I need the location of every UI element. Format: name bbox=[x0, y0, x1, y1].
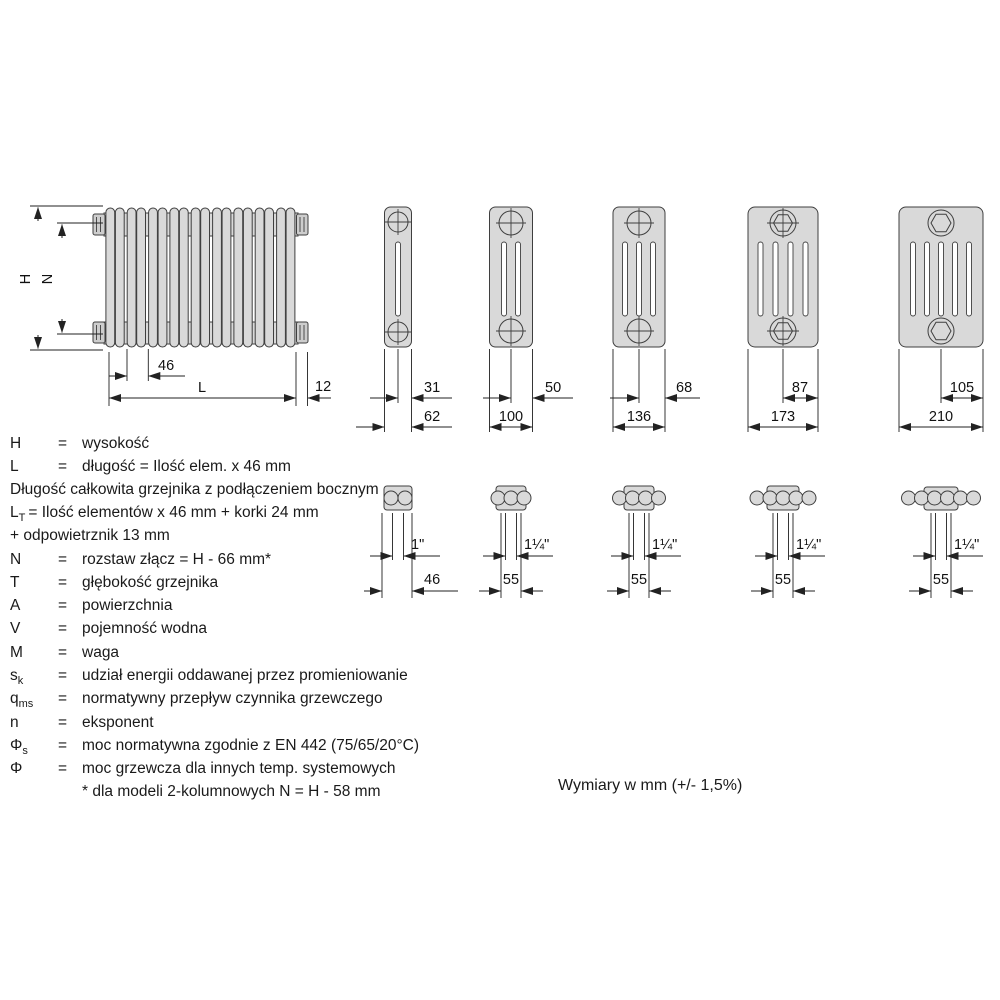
legend-row-LT bbox=[10, 502, 319, 525]
legend-row-N: N = rozstaw złącz = H - 66 mm* bbox=[10, 549, 271, 572]
top-view-4-column bbox=[607, 486, 681, 598]
dim-label-connection: 1¼" bbox=[796, 537, 822, 553]
legend-symbol: $L_T$ bbox=[10, 504, 26, 525]
length-dimensions bbox=[109, 349, 331, 406]
front-view-radiator bbox=[18, 206, 331, 406]
legend-row-phi: Φ = moc grzewcza dla innych temp. systemowych bbox=[10, 758, 396, 781]
radiator-elements bbox=[106, 208, 295, 347]
legend-symbol: N bbox=[10, 551, 22, 568]
legend-desc: * dla modeli 2-kolumnowych N = H - 58 mm bbox=[82, 783, 381, 800]
dim-label-depth: 136 bbox=[626, 409, 652, 425]
dim-label-half-depth: 31 bbox=[424, 380, 441, 396]
legend-row-V: V = pojemność wodna bbox=[10, 618, 207, 641]
legend-row-footnote bbox=[82, 781, 380, 804]
legend-symbol: H bbox=[10, 435, 22, 452]
legend-desc: rozstaw złącz = H - 66 mm* bbox=[82, 551, 272, 568]
dim-label-pitch: 55 bbox=[630, 572, 648, 588]
legend-row-T: T = głębokość grzejnika bbox=[10, 572, 218, 595]
legend-desc: = Ilość elementów x 46 mm + korki 24 mm bbox=[28, 504, 319, 521]
legend-symbol: T bbox=[10, 574, 20, 591]
dim-label-pitch: 55 bbox=[502, 572, 520, 588]
dim-label-half-depth: 105 bbox=[949, 380, 975, 396]
cross-section-3-column bbox=[483, 207, 573, 432]
legend-row-A: A = powierzchnia bbox=[10, 595, 172, 618]
dim-label-depth: 100 bbox=[498, 409, 524, 425]
legend-desc: moc normatywna zgodnie z EN 442 (75/65/20°C) bbox=[82, 737, 420, 754]
legend-desc: eksponent bbox=[82, 714, 154, 731]
dim-label-L: L bbox=[197, 380, 207, 396]
dim-label-H: H bbox=[18, 273, 34, 285]
legend-desc: waga bbox=[82, 644, 120, 661]
legend-row-H: H = wysokość bbox=[10, 433, 149, 456]
dim-label-pitch: 46 bbox=[424, 572, 441, 588]
dimensions-tolerance-note: Wymiary w mm (+/- 1,5%) bbox=[558, 777, 743, 794]
legend-row-qms: $q_{ms}$ = normatywny przepływ czynnika grzewczego bbox=[10, 688, 383, 711]
legend-symbol: Φ bbox=[10, 760, 23, 777]
dim-label-connection: 1¼" bbox=[954, 537, 980, 553]
legend-symbol: $q_{ms}$ bbox=[10, 690, 34, 711]
legend-symbol: n bbox=[10, 714, 19, 731]
legend-row-total-length-note bbox=[10, 479, 379, 502]
dim-label-connection: 1¼" bbox=[652, 537, 678, 553]
legend-desc: pojemność wodna bbox=[82, 620, 207, 637]
dim-label-N: N bbox=[40, 273, 56, 285]
cross-section-5-column bbox=[748, 207, 818, 432]
dim-label-pitch: 55 bbox=[774, 572, 792, 588]
top-view-6-column bbox=[902, 487, 984, 598]
top-view-2-column bbox=[364, 486, 458, 598]
height-dimension bbox=[18, 206, 103, 350]
legend-row-L: L = długość = Ilość elem. x 46 mm bbox=[10, 456, 291, 479]
legend-desc: wysokość bbox=[82, 435, 150, 452]
legend-row-air-vent bbox=[10, 525, 170, 548]
dim-label-element-pitch: 46 bbox=[158, 358, 175, 374]
legend-symbol: M bbox=[10, 644, 23, 661]
legend-symbol: $\Phi_s$ bbox=[10, 737, 28, 758]
legend-desc: normatywny przepływ czynnika grzewczego bbox=[82, 690, 383, 707]
dim-label-connection: 1¼" bbox=[524, 537, 550, 553]
legend-desc: powierzchnia bbox=[82, 597, 173, 614]
dim-label-depth: 210 bbox=[928, 409, 954, 425]
dim-label-half-depth: 87 bbox=[791, 380, 809, 396]
legend-row-n: n = eksponent bbox=[10, 712, 154, 735]
cross-section-4-column bbox=[610, 207, 700, 432]
legend-desc: głębokość grzejnika bbox=[82, 574, 219, 591]
legend-desc: moc grzewcza dla innych temp. systemowych bbox=[82, 760, 396, 777]
dim-label-depth: 173 bbox=[770, 409, 796, 425]
dim-label-depth: 62 bbox=[424, 409, 441, 425]
legend-row-phi-s: $\Phi_s$ = moc normatywna zgodnie z EN 442 (75/65/20°C) bbox=[10, 735, 419, 758]
cross-section-2-column bbox=[356, 207, 452, 432]
legend-desc: długość = Ilość elem. x 46 mm bbox=[82, 458, 291, 475]
legend-desc: Długość całkowita grzejnika z podłączeniem bocznym bbox=[10, 481, 379, 498]
legend-symbol: L bbox=[10, 458, 19, 475]
cross-section-6-column bbox=[899, 207, 983, 432]
legend-row-M: M = waga bbox=[10, 642, 119, 665]
dim-label-side-extension: 12 bbox=[315, 379, 332, 395]
top-view-5-column bbox=[750, 486, 825, 598]
dim-label-half-depth: 68 bbox=[676, 380, 693, 396]
dim-label-pitch: 55 bbox=[932, 572, 950, 588]
legend-symbol: V bbox=[10, 620, 21, 637]
dim-label-connection: 1" bbox=[411, 537, 425, 553]
top-view-3-column bbox=[479, 486, 553, 598]
legend-symbol: A bbox=[10, 597, 21, 614]
legend-symbol: $s_k$ bbox=[10, 667, 24, 688]
legend-desc: udział energii oddawanej przez promieniowanie bbox=[82, 667, 408, 684]
legend-row-sk: $s_k$ = udział energii oddawanej przez promieniowanie bbox=[10, 665, 408, 688]
legend-desc: + odpowietrznik 13 mm bbox=[10, 527, 170, 544]
dim-label-half-depth: 50 bbox=[545, 380, 562, 396]
